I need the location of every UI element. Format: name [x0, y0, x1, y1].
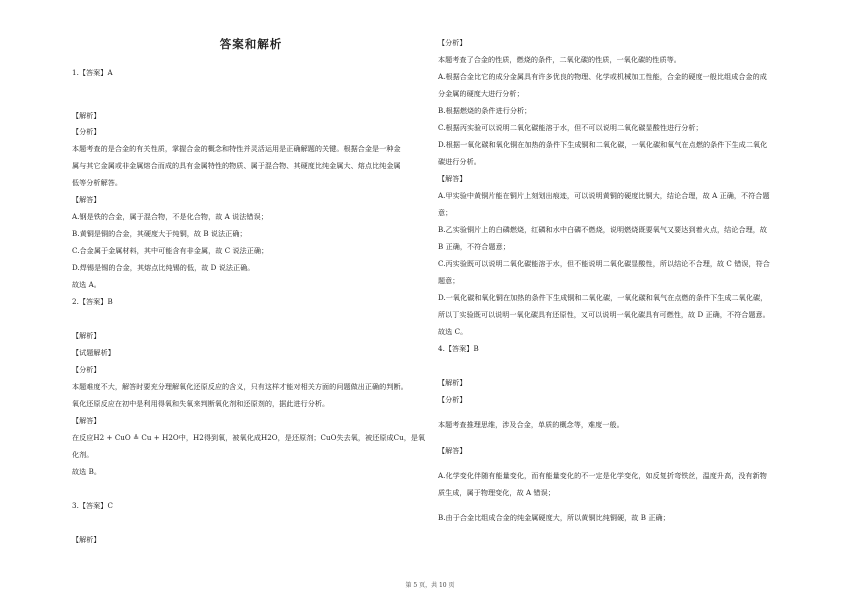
text-line: 分金属的硬度大进行分析； — [438, 89, 524, 98]
text-line: 本题考查推理思维，涉及合金，单质的概念等，难度一般。 — [438, 420, 624, 429]
text-line: 【分析】 — [438, 395, 467, 404]
reaction-equation-line: 在反应H2 + CuO ≜ Cu + H2O中，H2得到氧，被氧化成H2O，是还原剂；CuO失去氧，被还原成Cu，是氧 — [72, 433, 426, 442]
text-line: C.合金属于金属材料，其中可能含有非金属，故 C 说法正确； — [72, 246, 269, 255]
text-line: 低等分析解答。 — [72, 178, 123, 187]
text-line: A.钢是铁的合金，属于混合物，不是化合物，故 A 说法错误； — [72, 212, 268, 221]
text-line: 【解析】 — [72, 535, 101, 544]
text-line: 氧化还原反应在初中是利用得氧和失氧来判断氧化剂和还原剂的，据此进行分析。 — [72, 399, 330, 408]
text-line: B 正确，不符合题意； — [438, 242, 510, 251]
text-line: B.由于合金比组成合金的纯金属硬度大，所以黄铜比纯铜硬，故 B 正确； — [438, 513, 670, 522]
text-line: C.丙实验既可以说明二氧化碳能溶于水，但不能说明二氧化碳显酸性，所以结论不合理，故 C 错误，符合 — [438, 259, 770, 268]
text-line: 本题考查的是合金的有关性质，掌握合金的概念和特性并灵活运用是正确解题的关键。根据合金是一种金 — [72, 144, 401, 153]
text-line: C.根据丙实验可以说明二氧化碳能溶于水，但不可以说明二氧化碳显酸性进行分析； — [438, 123, 703, 132]
text-line: 【解析】 — [72, 331, 101, 340]
text-line: 质生成，属于物理变化，故 A 错误； — [438, 488, 555, 497]
answer-1: 1.【答案】A — [72, 68, 113, 77]
text-line: 题意； — [438, 276, 460, 285]
answer-2: 2.【答案】B — [72, 297, 113, 306]
text-line: 【解析】 — [72, 111, 101, 120]
text-line: A.根据合金比它的成分金属具有许多优良的物理、化学或机械加工性能，合金的硬度一般比组成合金的成 — [438, 72, 767, 81]
text-line: 本题难度不大，解答时要充分理解氧化还原反应的含义，只有这样才能对相关方面的问题做出正确的判断。 — [72, 382, 408, 391]
text-line: 故选 A。 — [72, 280, 101, 289]
page-footer: 第 5 页，共 10 页 — [405, 582, 455, 589]
text-line: 【试题解析】 — [72, 348, 115, 357]
text-line: 所以丁实验既可以说明一氧化碳具有还原性，又可以说明一氧化碳具有可燃性，故 D 正确，不符合题意。 — [438, 310, 770, 319]
text-line: 【分析】 — [438, 38, 467, 47]
text-line: 【解答】 — [72, 195, 101, 204]
text-line: B.根据燃烧的条件进行分析； — [438, 106, 532, 115]
text-line: B.黄铜是铜的合金，其硬度大于纯铜，故 B 说法正确； — [72, 229, 247, 238]
text-line: 碳进行分析。 — [438, 157, 481, 166]
text-line: 属与其它金属或非金属熔合而成的具有金属特性的物质、属于混合物、其硬度比纯金属大、熔点比纯金属 — [72, 161, 401, 170]
text-line: 【分析】 — [72, 127, 101, 136]
text-line: A.甲实验中黄铜片能在铜片上刻划出痕迹，可以说明黄铜的硬度比铜大，结论合理，故 A 正确，不符合题 — [438, 191, 770, 200]
text-line: B.乙实验铜片上的白磷燃烧，红磷和水中白磷不燃烧，说明燃烧既要氧气又要达到着火点，结论合理，故 — [438, 225, 768, 234]
text-line: 【解析】 — [438, 378, 467, 387]
text-line: 【解答】 — [72, 416, 101, 425]
text-line: 【解答】 — [438, 174, 467, 183]
text-line: 故选 C。 — [438, 327, 468, 336]
text-line: 【分析】 — [72, 365, 101, 374]
text-line: 意； — [438, 208, 453, 217]
text-line: 【解答】 — [438, 446, 467, 455]
text-line: A.化学变化伴随有能量变化，而有能量变化的不一定是化学变化，如反复折弯铁丝，温度升高，没有新物 — [438, 471, 767, 480]
answer-4: 4.【答案】B — [438, 344, 479, 353]
text-line: 化剂。 — [72, 450, 94, 459]
page-title: 答案和解析 — [219, 37, 283, 51]
text-line: 故选 B。 — [72, 467, 101, 476]
text-line: D.焊锡是锡的合金，其熔点比纯锡的低，故 D 说法正确。 — [72, 263, 255, 272]
text-line: D.根据一氧化碳和氧化铜在加热的条件下生成铜和二氧化碳，一氧化碳和氧气在点燃的条件下生成二氧化 — [438, 140, 768, 149]
answer-3: 3.【答案】C — [72, 501, 113, 510]
text-line: D.一氧化碳和氧化铜在加热的条件下生成铜和二氧化碳，一氧化碳和氧气在点燃的条件下生成二氧化碳， — [438, 293, 768, 302]
text-line: 本题考查了合金的性质，燃烧的条件，二氧化碳的性质，一氧化碳的性质等。 — [438, 55, 681, 64]
